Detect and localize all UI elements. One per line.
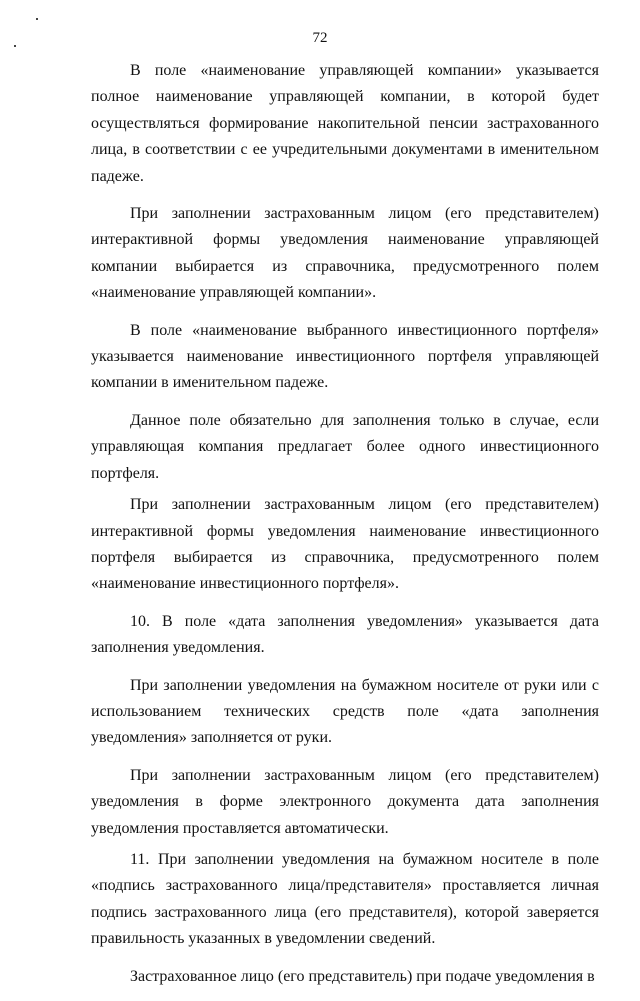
paragraph-portfolio-selection: При заполнении застрахованным лицом (его представителем) интерактивной формы уведомления наименование инвестиционного портфеля выбирается из справочника, предусмотренного полем «наименование инвестиционного портфеля». (91, 496, 599, 593)
paragraph-signature: 11. При заполнении уведомления на бумажном носителе в поле «подпись застрахованного лица/представителя» проставляется личная подпись застрахованного лица (его представителя), которой заверяется правильность указанных в уведомлении сведений. (91, 850, 599, 948)
paragraph-submission: Застрахованное лицо (его представитель) при подаче уведомления в (130, 967, 595, 985)
page-number: 72 (312, 30, 328, 46)
paragraph-portfolio-required: Данное поле обязательно для заполнения только в случае, если управляющая компания предлагает более одного инвестиционного портфеля. (91, 411, 599, 482)
document-body (91, 58, 599, 1001)
paragraph-fill-date: 10. В поле «дата заполнения уведомления» указывается дата заполнения уведомления. (91, 612, 599, 657)
paragraph-portfolio-name: В поле «наименование выбранного инвестиционного портфеля» указывается наименование инвестиционного портфеля управляющей компании в именительном падеже. (91, 321, 599, 392)
paragraph-management-company-name: В поле «наименование управляющей компании» указывается полное наименование управляющей компании, в которой будет осуществляться формирование накопительной пенсии застрахованного лица, в соответствии с ее учредительными документами в именительном падеже. (91, 62, 599, 185)
paragraph-management-company-selection: При заполнении застрахованным лицом (его представителем) интерактивной формы уведомления наименование управляющей компании выбирается из справочника, предусмотренного полем «наименование управляющей компании». (91, 205, 599, 302)
scan-mark (36, 18, 38, 20)
paragraph-fill-date-electronic: При заполнении застрахованным лицом (его представителем) уведомления в форме электронного документа дата заполнения уведомления проставляется автоматически. (91, 766, 599, 837)
paragraph-fill-date-paper: При заполнении уведомления на бумажном носителе от руки или с использованием технических средств поле «дата заполнения уведомления» заполняется от руки. (91, 676, 599, 747)
